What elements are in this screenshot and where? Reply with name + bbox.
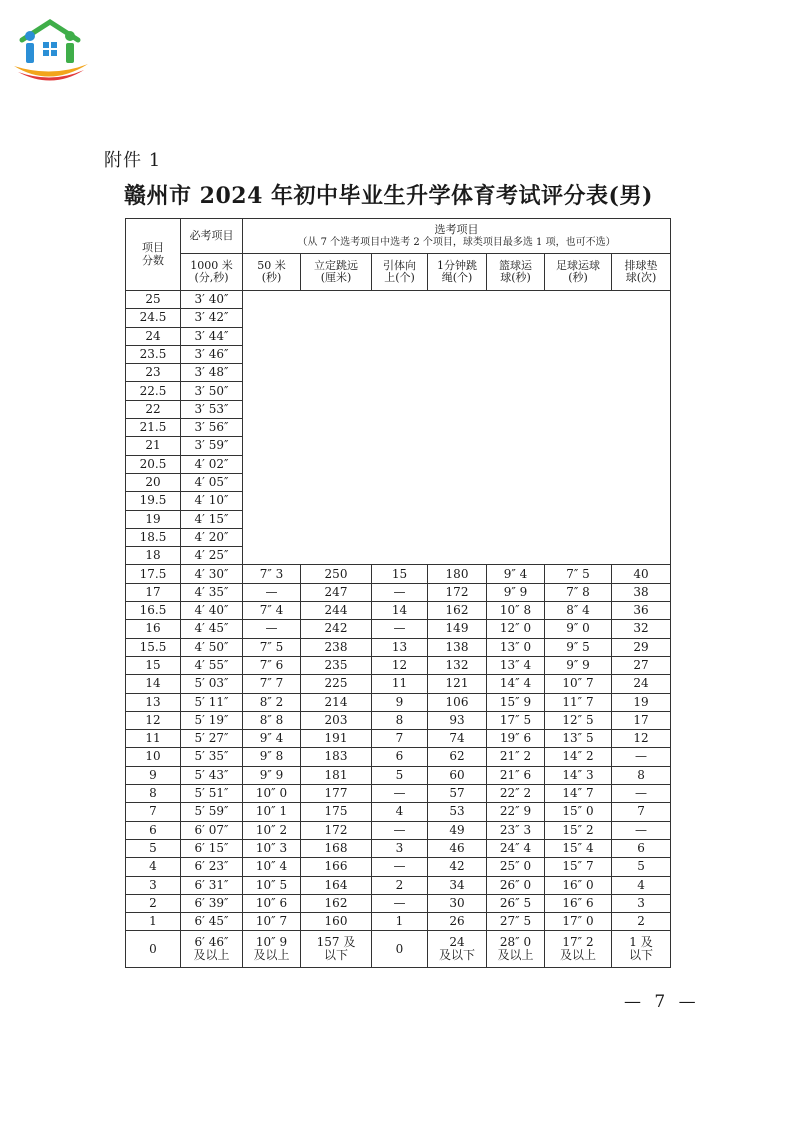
- score-cell: 20: [126, 473, 181, 491]
- score-cell: 19: [126, 510, 181, 528]
- football-cell: 15″ 7: [545, 858, 612, 876]
- score-cell: 5: [126, 839, 181, 857]
- football-cell: 9″ 5: [545, 638, 612, 656]
- run1000-cell: 5′ 03″: [181, 675, 243, 693]
- basketball-cell: 13″ 4: [487, 656, 545, 674]
- football-cell: 7″ 5: [545, 565, 612, 583]
- run1000-cell: 5′ 11″: [181, 693, 243, 711]
- score-cell: 18.5: [126, 528, 181, 546]
- rope-cell: 46: [428, 839, 487, 857]
- volleyball-cell: 38: [612, 583, 671, 601]
- score-cell: 20.5: [126, 455, 181, 473]
- table-row: [126, 803, 671, 821]
- volleyball-cell: 6: [612, 839, 671, 857]
- run50-cell: 7″ 5: [243, 638, 301, 656]
- jump-cell: 214: [301, 693, 372, 711]
- volleyball-cell: 27: [612, 656, 671, 674]
- score-cell: 8: [126, 785, 181, 803]
- football-cell: 9″ 0: [545, 620, 612, 638]
- football-cell: 7″ 8: [545, 583, 612, 601]
- table-row: [126, 620, 671, 638]
- volleyball-cell: 3: [612, 894, 671, 912]
- run50-cell: 10″ 0: [243, 785, 301, 803]
- jump-cell: 164: [301, 876, 372, 894]
- rope-cell: 53: [428, 803, 487, 821]
- run50-cell: 9″ 4: [243, 730, 301, 748]
- pullup-cell: 11: [372, 675, 428, 693]
- rope-cell: 57: [428, 785, 487, 803]
- run1000-cell: 3′ 42″: [181, 309, 243, 327]
- run50-cell: —: [243, 620, 301, 638]
- pullup-cell: —: [372, 858, 428, 876]
- run1000-cell: 4′ 05″: [181, 473, 243, 491]
- rope-cell: 74: [428, 730, 487, 748]
- table-row: [126, 711, 671, 729]
- pullup-cell: 9: [372, 693, 428, 711]
- volleyball-cell: 24: [612, 675, 671, 693]
- rope-cell: 132: [428, 656, 487, 674]
- run1000-cell: 6′ 07″: [181, 821, 243, 839]
- rope-cell: 30: [428, 894, 487, 912]
- score-cell: 15: [126, 656, 181, 674]
- rope-cell: 34: [428, 876, 487, 894]
- football-cell: 17″ 0: [545, 913, 612, 931]
- run1000-cell: 6′ 23″: [181, 858, 243, 876]
- subheader-pullup: 引体向 上(个): [372, 254, 428, 291]
- football-cell: 16″ 0: [545, 876, 612, 894]
- football-cell: 11″ 7: [545, 693, 612, 711]
- run1000-cell: 4′ 50″: [181, 638, 243, 656]
- football-cell: 14″ 3: [545, 766, 612, 784]
- run50-cell: 10″ 6: [243, 894, 301, 912]
- volleyball-cell: 29: [612, 638, 671, 656]
- page-title: 赣州市 2024 年初中毕业生升学体育考试评分表(男): [124, 183, 653, 209]
- volleyball-cell: —: [612, 821, 671, 839]
- volleyball-cell: 17: [612, 711, 671, 729]
- basketball-cell: 26″ 5: [487, 894, 545, 912]
- rope-cell: 162: [428, 602, 487, 620]
- run1000-cell: 4′ 40″: [181, 602, 243, 620]
- table-row: [126, 913, 671, 931]
- basketball-cell: 28″ 0 及以上: [487, 931, 545, 968]
- score-cell: 7: [126, 803, 181, 821]
- pullup-cell: 0: [372, 931, 428, 968]
- run1000-cell: 4′ 25″: [181, 547, 243, 565]
- volleyball-cell: —: [612, 785, 671, 803]
- pullup-cell: 4: [372, 803, 428, 821]
- run1000-cell: 3′ 59″: [181, 437, 243, 455]
- table-row: [126, 821, 671, 839]
- score-cell: 15.5: [126, 638, 181, 656]
- pullup-cell: 1: [372, 913, 428, 931]
- scoring-table: [125, 218, 671, 968]
- required-header: 必考项目: [181, 219, 243, 254]
- score-cell: 22: [126, 400, 181, 418]
- run1000-cell: 4′ 45″: [181, 620, 243, 638]
- table-row: [126, 766, 671, 784]
- basketball-cell: 26″ 0: [487, 876, 545, 894]
- jump-cell: 181: [301, 766, 372, 784]
- jump-cell: 175: [301, 803, 372, 821]
- run1000-cell: 4′ 02″: [181, 455, 243, 473]
- volleyball-cell: 5: [612, 858, 671, 876]
- score-cell: 17.5: [126, 565, 181, 583]
- score-cell: 13: [126, 693, 181, 711]
- run1000-cell: 3′ 53″: [181, 400, 243, 418]
- table-row: [126, 894, 671, 912]
- rope-cell: 138: [428, 638, 487, 656]
- football-cell: 15″ 4: [545, 839, 612, 857]
- score-cell: 25: [126, 291, 181, 309]
- score-cell: 4: [126, 858, 181, 876]
- score-cell: 24.5: [126, 309, 181, 327]
- volleyball-cell: 19: [612, 693, 671, 711]
- basketball-cell: 23″ 3: [487, 821, 545, 839]
- pullup-cell: 15: [372, 565, 428, 583]
- run1000-cell: 5′ 59″: [181, 803, 243, 821]
- score-cell: 22.5: [126, 382, 181, 400]
- basketball-cell: 13″ 0: [487, 638, 545, 656]
- volleyball-cell: 4: [612, 876, 671, 894]
- football-cell: 17″ 2 及以上: [545, 931, 612, 968]
- score-cell: 0: [126, 931, 181, 968]
- jump-cell: 157 及 以下: [301, 931, 372, 968]
- score-cell: 3: [126, 876, 181, 894]
- jump-cell: 177: [301, 785, 372, 803]
- jump-cell: 160: [301, 913, 372, 931]
- house-family-logo: [8, 14, 92, 84]
- volleyball-cell: 8: [612, 766, 671, 784]
- run1000-cell: 5′ 27″: [181, 730, 243, 748]
- jump-cell: 166: [301, 858, 372, 876]
- page-number: — 7 —: [624, 992, 700, 1012]
- football-cell: 10″ 7: [545, 675, 612, 693]
- subheader-rope: 1分钟跳 绳(个): [428, 254, 487, 291]
- run50-cell: 8″ 2: [243, 693, 301, 711]
- table-row: [126, 638, 671, 656]
- run1000-cell: 5′ 43″: [181, 766, 243, 784]
- score-cell: 16: [126, 620, 181, 638]
- football-cell: 8″ 4: [545, 602, 612, 620]
- run1000-cell: 4′ 35″: [181, 583, 243, 601]
- football-cell: 12″ 5: [545, 711, 612, 729]
- run1000-cell: 6′ 39″: [181, 894, 243, 912]
- jump-cell: 235: [301, 656, 372, 674]
- rope-cell: 49: [428, 821, 487, 839]
- table-row: [126, 675, 671, 693]
- pullup-cell: —: [372, 894, 428, 912]
- run1000-cell: 5′ 19″: [181, 711, 243, 729]
- table-row: [126, 602, 671, 620]
- basketball-cell: 15″ 9: [487, 693, 545, 711]
- run50-cell: —: [243, 583, 301, 601]
- jump-cell: 225: [301, 675, 372, 693]
- rope-cell: 60: [428, 766, 487, 784]
- run1000-cell: 6′ 15″: [181, 839, 243, 857]
- basketball-cell: 27″ 5: [487, 913, 545, 931]
- rope-cell: 180: [428, 565, 487, 583]
- run50-cell: 8″ 8: [243, 711, 301, 729]
- score-cell: 24: [126, 327, 181, 345]
- jump-cell: 244: [301, 602, 372, 620]
- run1000-cell: 3′ 50″: [181, 382, 243, 400]
- jump-cell: 247: [301, 583, 372, 601]
- pullup-cell: —: [372, 821, 428, 839]
- score-cell: 9: [126, 766, 181, 784]
- run1000-cell: 4′ 15″: [181, 510, 243, 528]
- score-cell: 12: [126, 711, 181, 729]
- run1000-cell: 4′ 30″: [181, 565, 243, 583]
- blank-area: [243, 291, 671, 565]
- table-row: [126, 876, 671, 894]
- score-cell: 2: [126, 894, 181, 912]
- table-row: [126, 748, 671, 766]
- jump-cell: 162: [301, 894, 372, 912]
- run50-cell: 10″ 9 及以上: [243, 931, 301, 968]
- run1000-cell: 4′ 55″: [181, 656, 243, 674]
- run50-cell: 9″ 8: [243, 748, 301, 766]
- football-cell: 14″ 7: [545, 785, 612, 803]
- pullup-cell: 5: [372, 766, 428, 784]
- run1000-cell: 6′ 45″: [181, 913, 243, 931]
- volleyball-cell: 12: [612, 730, 671, 748]
- item-score-header: 项目 分数: [126, 219, 181, 291]
- pullup-cell: 2: [372, 876, 428, 894]
- basketball-cell: 22″ 9: [487, 803, 545, 821]
- pullup-cell: 8: [372, 711, 428, 729]
- jump-cell: 168: [301, 839, 372, 857]
- table-row: [126, 583, 671, 601]
- score-cell: 14: [126, 675, 181, 693]
- run1000-cell: 4′ 10″: [181, 492, 243, 510]
- table-row: [126, 858, 671, 876]
- run1000-cell: 3′ 40″: [181, 291, 243, 309]
- volleyball-cell: 36: [612, 602, 671, 620]
- score-cell: 18: [126, 547, 181, 565]
- basketball-cell: 12″ 0: [487, 620, 545, 638]
- run50-cell: 7″ 3: [243, 565, 301, 583]
- score-cell: 23: [126, 364, 181, 382]
- run50-cell: 10″ 4: [243, 858, 301, 876]
- volleyball-cell: —: [612, 748, 671, 766]
- basketball-cell: 9″ 9: [487, 583, 545, 601]
- score-cell: 1: [126, 913, 181, 931]
- run50-cell: 7″ 4: [243, 602, 301, 620]
- run1000-cell: 3′ 44″: [181, 327, 243, 345]
- basketball-cell: 9″ 4: [487, 565, 545, 583]
- basketball-cell: 21″ 2: [487, 748, 545, 766]
- football-cell: 16″ 6: [545, 894, 612, 912]
- football-cell: 15″ 2: [545, 821, 612, 839]
- score-cell: 17: [126, 583, 181, 601]
- subheader-run1000: 1000 米 (分,秒): [181, 254, 243, 291]
- run50-cell: 10″ 1: [243, 803, 301, 821]
- run1000-cell: 3′ 56″: [181, 419, 243, 437]
- pullup-cell: 7: [372, 730, 428, 748]
- table-row: [126, 730, 671, 748]
- jump-cell: 250: [301, 565, 372, 583]
- table-row: [126, 785, 671, 803]
- run1000-cell: 3′ 48″: [181, 364, 243, 382]
- basketball-cell: 17″ 5: [487, 711, 545, 729]
- jump-cell: 242: [301, 620, 372, 638]
- elective-note: （从 7 个选考项目中选考 2 个项目，球类项目最多选 1 项，也可不选）: [297, 236, 616, 248]
- rope-cell: 42: [428, 858, 487, 876]
- volleyball-cell: 40: [612, 565, 671, 583]
- run1000-cell: 4′ 20″: [181, 528, 243, 546]
- table-row: [126, 839, 671, 857]
- table-row: [126, 931, 671, 968]
- subheader-jump: 立定跳远 (厘米): [301, 254, 372, 291]
- volleyball-cell: 2: [612, 913, 671, 931]
- run1000-cell: 6′ 31″: [181, 876, 243, 894]
- run50-cell: 10″ 5: [243, 876, 301, 894]
- basketball-cell: 19″ 6: [487, 730, 545, 748]
- football-cell: 14″ 2: [545, 748, 612, 766]
- subheader-volleyball: 排球垫 球(次): [612, 254, 671, 291]
- rope-cell: 24 及以下: [428, 931, 487, 968]
- basketball-cell: 10″ 8: [487, 602, 545, 620]
- basketball-cell: 24″ 4: [487, 839, 545, 857]
- table-row: [126, 693, 671, 711]
- rope-cell: 93: [428, 711, 487, 729]
- run50-cell: 10″ 7: [243, 913, 301, 931]
- run1000-cell: 3′ 46″: [181, 345, 243, 363]
- jump-cell: 191: [301, 730, 372, 748]
- rope-cell: 106: [428, 693, 487, 711]
- run50-cell: 7″ 7: [243, 675, 301, 693]
- volleyball-cell: 32: [612, 620, 671, 638]
- score-cell: 21.5: [126, 419, 181, 437]
- table-row: [126, 291, 671, 309]
- pullup-cell: 6: [372, 748, 428, 766]
- score-cell: 11: [126, 730, 181, 748]
- pullup-cell: —: [372, 583, 428, 601]
- basketball-cell: 25″ 0: [487, 858, 545, 876]
- run50-cell: 9″ 9: [243, 766, 301, 784]
- volleyball-cell: 7: [612, 803, 671, 821]
- rope-cell: 172: [428, 583, 487, 601]
- table-row: [126, 656, 671, 674]
- rope-cell: 62: [428, 748, 487, 766]
- football-cell: 9″ 9: [545, 656, 612, 674]
- pullup-cell: —: [372, 620, 428, 638]
- jump-cell: 238: [301, 638, 372, 656]
- basketball-cell: 21″ 6: [487, 766, 545, 784]
- table-row: [126, 565, 671, 583]
- jump-cell: 172: [301, 821, 372, 839]
- pullup-cell: 12: [372, 656, 428, 674]
- jump-cell: 183: [301, 748, 372, 766]
- football-cell: 15″ 0: [545, 803, 612, 821]
- rope-cell: 149: [428, 620, 487, 638]
- score-cell: 6: [126, 821, 181, 839]
- run50-cell: 7″ 6: [243, 656, 301, 674]
- run1000-cell: 5′ 35″: [181, 748, 243, 766]
- run1000-cell: 5′ 51″: [181, 785, 243, 803]
- football-cell: 13″ 5: [545, 730, 612, 748]
- score-cell: 21: [126, 437, 181, 455]
- basketball-cell: 22″ 2: [487, 785, 545, 803]
- run1000-cell: 6′ 46″ 及以上: [181, 931, 243, 968]
- volleyball-cell: 1 及 以下: [612, 931, 671, 968]
- jump-cell: 203: [301, 711, 372, 729]
- score-cell: 23.5: [126, 345, 181, 363]
- pullup-cell: —: [372, 785, 428, 803]
- pullup-cell: 3: [372, 839, 428, 857]
- score-cell: 10: [126, 748, 181, 766]
- score-cell: 16.5: [126, 602, 181, 620]
- pullup-cell: 13: [372, 638, 428, 656]
- elective-title: 选考项目: [434, 223, 479, 237]
- score-cell: 19.5: [126, 492, 181, 510]
- attachment-label: 附件 1: [104, 150, 162, 171]
- pullup-cell: 14: [372, 602, 428, 620]
- rope-cell: 121: [428, 675, 487, 693]
- rope-cell: 26: [428, 913, 487, 931]
- subheader-basketball: 篮球运 球(秒): [487, 254, 545, 291]
- subheader-run50: 50 米 (秒): [243, 254, 301, 291]
- run50-cell: 10″ 2: [243, 821, 301, 839]
- run50-cell: 10″ 3: [243, 839, 301, 857]
- subheader-football: 足球运球 (秒): [545, 254, 612, 291]
- elective-header: [243, 219, 671, 254]
- basketball-cell: 14″ 4: [487, 675, 545, 693]
